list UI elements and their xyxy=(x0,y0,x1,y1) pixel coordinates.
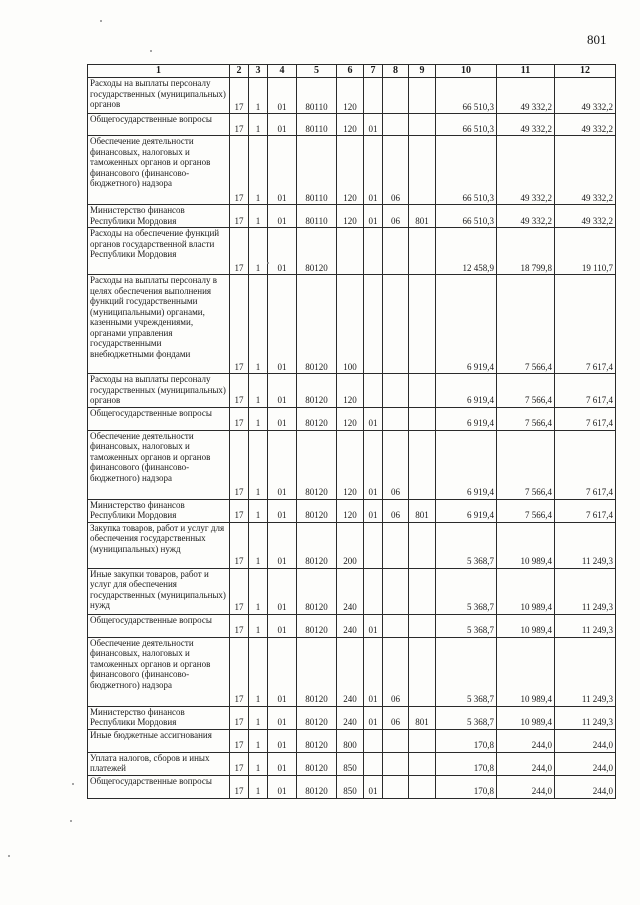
cell-c3: 1 xyxy=(249,136,268,205)
table-row xyxy=(88,775,616,798)
cell-c6: 120 xyxy=(337,114,364,136)
row-name: Закупка товаров, работ и услуг для обеспечения государственных (муниципальных) нужд xyxy=(88,522,230,568)
cell-c5: 80110 xyxy=(297,114,337,136)
cell-c10: 5 368,7 xyxy=(436,614,497,637)
cell-c2: 17 xyxy=(230,205,249,228)
column-header: 11 xyxy=(497,65,555,78)
row-name: Министерство финансов Республики Мордовия xyxy=(88,499,230,522)
scan-speck xyxy=(100,20,102,22)
cell-c8 xyxy=(383,407,409,430)
cell-c6: 120 xyxy=(337,136,364,205)
cell-c7: 01 xyxy=(364,136,383,205)
cell-c7 xyxy=(364,374,383,408)
column-header: 10 xyxy=(436,65,497,78)
cell-c11: 18 799,8 xyxy=(497,228,555,275)
row-name: Общегосударственные вопросы xyxy=(88,775,230,798)
cell-c6: 100 xyxy=(337,275,364,374)
cell-c8 xyxy=(383,522,409,568)
cell-c2: 17 xyxy=(230,637,249,706)
cell-c2: 17 xyxy=(230,568,249,614)
cell-c10: 5 368,7 xyxy=(436,706,497,729)
cell-c5: 80120 xyxy=(297,775,337,798)
cell-c4: 01 xyxy=(268,275,297,374)
cell-c7: 01 xyxy=(364,775,383,798)
cell-c6: 240 xyxy=(337,637,364,706)
cell-c8 xyxy=(383,568,409,614)
cell-c10: 66 510,3 xyxy=(436,136,497,205)
cell-c10: 12 458,9 xyxy=(436,228,497,275)
cell-c3: 1 xyxy=(249,78,268,114)
cell-c3: 1 xyxy=(249,374,268,408)
cell-c11: 49 332,2 xyxy=(497,205,555,228)
cell-c8 xyxy=(383,729,409,752)
cell-c12: 11 249,3 xyxy=(555,706,616,729)
cell-c2: 17 xyxy=(230,136,249,205)
cell-c7 xyxy=(364,78,383,114)
cell-c9: 801 xyxy=(409,706,436,729)
cell-c4: 01 xyxy=(268,706,297,729)
cell-c11: 49 332,2 xyxy=(497,78,555,114)
cell-c4: 01 xyxy=(268,637,297,706)
row-name: Обеспечение деятельности финансовых, налоговых и таможенных органов и органов финансового (финансово-бюджетного) надзора xyxy=(88,430,230,499)
cell-c10: 170,8 xyxy=(436,752,497,775)
cell-c3: 1 xyxy=(249,228,268,275)
row-name: Уплата налогов, сборов и иных платежей xyxy=(88,752,230,775)
row-name: Общегосударственные вопросы xyxy=(88,407,230,430)
cell-c6: 120 xyxy=(337,430,364,499)
cell-c12: 244,0 xyxy=(555,729,616,752)
cell-c8: 06 xyxy=(383,706,409,729)
table-row xyxy=(88,430,616,499)
table-row xyxy=(88,752,616,775)
cell-c6: 200 xyxy=(337,522,364,568)
cell-c6: 240 xyxy=(337,614,364,637)
cell-c2: 17 xyxy=(230,729,249,752)
cell-c8 xyxy=(383,614,409,637)
cell-c4: 01 xyxy=(268,729,297,752)
row-name: Министерство финансов Республики Мордовия xyxy=(88,205,230,228)
cell-c11: 7 566,4 xyxy=(497,275,555,374)
cell-c2: 17 xyxy=(230,499,249,522)
cell-c10: 6 919,4 xyxy=(436,407,497,430)
cell-c9 xyxy=(409,614,436,637)
cell-c5: 80120 xyxy=(297,499,337,522)
cell-c3: 1 xyxy=(249,407,268,430)
cell-c4: 01 xyxy=(268,78,297,114)
cell-c4: 01 xyxy=(268,522,297,568)
cell-c3: 1 xyxy=(249,706,268,729)
cell-c9 xyxy=(409,568,436,614)
cell-c7: 01 xyxy=(364,407,383,430)
cell-c5: 80110 xyxy=(297,78,337,114)
cell-c2: 17 xyxy=(230,706,249,729)
cell-c3: 1 xyxy=(249,775,268,798)
column-header: 3 xyxy=(249,65,268,78)
cell-c2: 17 xyxy=(230,374,249,408)
cell-c8 xyxy=(383,374,409,408)
cell-c7: 01 xyxy=(364,430,383,499)
cell-c10: 5 368,7 xyxy=(436,522,497,568)
cell-c2: 17 xyxy=(230,228,249,275)
cell-c8 xyxy=(383,752,409,775)
cell-c12: 11 249,3 xyxy=(555,522,616,568)
cell-c11: 7 566,4 xyxy=(497,499,555,522)
cell-c9 xyxy=(409,374,436,408)
cell-c2: 17 xyxy=(230,275,249,374)
cell-c10: 170,8 xyxy=(436,729,497,752)
cell-c8: 06 xyxy=(383,430,409,499)
cell-c12: 7 617,4 xyxy=(555,275,616,374)
cell-c5: 80120 xyxy=(297,275,337,374)
row-name: Иные бюджетные ассигнования xyxy=(88,729,230,752)
scan-speck xyxy=(70,820,72,822)
cell-c8 xyxy=(383,78,409,114)
cell-c6: 800 xyxy=(337,729,364,752)
scan-speck xyxy=(8,855,10,857)
cell-c7: 01 xyxy=(364,637,383,706)
table-row xyxy=(88,205,616,228)
cell-c9: 801 xyxy=(409,205,436,228)
cell-c11: 7 566,4 xyxy=(497,374,555,408)
cell-c2: 17 xyxy=(230,407,249,430)
cell-c3: 1 xyxy=(249,114,268,136)
cell-c9 xyxy=(409,136,436,205)
cell-c12: 7 617,4 xyxy=(555,374,616,408)
cell-c10: 66 510,3 xyxy=(436,78,497,114)
cell-c3: 1 xyxy=(249,522,268,568)
cell-c11: 244,0 xyxy=(497,729,555,752)
cell-c9 xyxy=(409,637,436,706)
cell-c4: 01 xyxy=(268,407,297,430)
column-header: 6 xyxy=(337,65,364,78)
cell-c3: 1 xyxy=(249,614,268,637)
cell-c11: 244,0 xyxy=(497,752,555,775)
cell-c8 xyxy=(383,775,409,798)
row-name: Расходы на выплаты персоналу в целях обеспечения выполнения функций государственными (муниципальными) органами, казенными учреждениями, органами управления государственными внебюджетными фондами xyxy=(88,275,230,374)
cell-c5: 80120 xyxy=(297,637,337,706)
cell-c12: 7 617,4 xyxy=(555,499,616,522)
column-header: 7 xyxy=(364,65,383,78)
cell-c12: 19 110,7 xyxy=(555,228,616,275)
cell-c12: 7 617,4 xyxy=(555,407,616,430)
cell-c11: 49 332,2 xyxy=(497,136,555,205)
cell-c6: 850 xyxy=(337,752,364,775)
cell-c2: 17 xyxy=(230,78,249,114)
cell-c11: 10 989,4 xyxy=(497,568,555,614)
table-row xyxy=(88,275,616,374)
cell-c6: 120 xyxy=(337,374,364,408)
cell-c11: 7 566,4 xyxy=(497,407,555,430)
column-header: 12 xyxy=(555,65,616,78)
cell-c3: 1 xyxy=(249,275,268,374)
cell-c8 xyxy=(383,275,409,374)
cell-c3: 1 xyxy=(249,752,268,775)
cell-c11: 10 989,4 xyxy=(497,637,555,706)
column-header: 8 xyxy=(383,65,409,78)
column-header: 2 xyxy=(230,65,249,78)
cell-c9 xyxy=(409,114,436,136)
scan-speck xyxy=(267,262,269,264)
cell-c2: 17 xyxy=(230,522,249,568)
cell-c12: 49 332,2 xyxy=(555,136,616,205)
cell-c2: 17 xyxy=(230,775,249,798)
cell-c6: 120 xyxy=(337,205,364,228)
cell-c10: 6 919,4 xyxy=(436,374,497,408)
cell-c2: 17 xyxy=(230,114,249,136)
cell-c5: 80120 xyxy=(297,614,337,637)
cell-c7 xyxy=(364,522,383,568)
scan-speck xyxy=(72,783,74,785)
cell-c3: 1 xyxy=(249,205,268,228)
cell-c5: 80120 xyxy=(297,430,337,499)
cell-c5: 80120 xyxy=(297,228,337,275)
cell-c4: 01 xyxy=(268,114,297,136)
cell-c4: 01 xyxy=(268,374,297,408)
cell-c10: 5 368,7 xyxy=(436,568,497,614)
cell-c12: 49 332,2 xyxy=(555,114,616,136)
cell-c5: 80120 xyxy=(297,568,337,614)
cell-c7 xyxy=(364,568,383,614)
cell-c12: 11 249,3 xyxy=(555,637,616,706)
table-row xyxy=(88,522,616,568)
cell-c10: 6 919,4 xyxy=(436,275,497,374)
cell-c9 xyxy=(409,430,436,499)
row-name: Расходы на выплаты персоналу государственных (муниципальных) органов xyxy=(88,374,230,408)
cell-c10: 170,8 xyxy=(436,775,497,798)
row-name: Министерство финансов Республики Мордовия xyxy=(88,706,230,729)
cell-c7 xyxy=(364,228,383,275)
cell-c12: 11 249,3 xyxy=(555,614,616,637)
cell-c10: 66 510,3 xyxy=(436,114,497,136)
table-row xyxy=(88,637,616,706)
cell-c10: 5 368,7 xyxy=(436,637,497,706)
cell-c6: 850 xyxy=(337,775,364,798)
cell-c5: 80110 xyxy=(297,136,337,205)
cell-c8: 06 xyxy=(383,205,409,228)
row-name: Иные закупки товаров, работ и услуг для обеспечения государственных (муниципальных) нужд xyxy=(88,568,230,614)
cell-c12: 244,0 xyxy=(555,775,616,798)
cell-c2: 17 xyxy=(230,614,249,637)
table-row xyxy=(88,407,616,430)
cell-c11: 244,0 xyxy=(497,775,555,798)
table-row xyxy=(88,78,616,114)
table-row xyxy=(88,729,616,752)
cell-c12: 244,0 xyxy=(555,752,616,775)
cell-c11: 49 332,2 xyxy=(497,114,555,136)
cell-c9 xyxy=(409,752,436,775)
table-row xyxy=(88,228,616,275)
cell-c7 xyxy=(364,729,383,752)
cell-c12: 49 332,2 xyxy=(555,205,616,228)
cell-c10: 6 919,4 xyxy=(436,430,497,499)
cell-c6: 120 xyxy=(337,78,364,114)
cell-c3: 1 xyxy=(249,637,268,706)
row-name: Обеспечение деятельности финансовых, налоговых и таможенных органов и органов финансового (финансово-бюджетного) надзора xyxy=(88,637,230,706)
cell-c11: 7 566,4 xyxy=(497,430,555,499)
cell-c7: 01 xyxy=(364,205,383,228)
column-header: 4 xyxy=(268,65,297,78)
cell-c9: 801 xyxy=(409,499,436,522)
cell-c6 xyxy=(337,228,364,275)
cell-c6: 240 xyxy=(337,706,364,729)
cell-c5: 80120 xyxy=(297,374,337,408)
cell-c8: 06 xyxy=(383,499,409,522)
cell-c7: 01 xyxy=(364,114,383,136)
row-name: Общегосударственные вопросы xyxy=(88,114,230,136)
table-row xyxy=(88,499,616,522)
cell-c10: 66 510,3 xyxy=(436,205,497,228)
cell-c9 xyxy=(409,275,436,374)
row-name: Обеспечение деятельности финансовых, налоговых и таможенных органов и органов финансового (финансово-бюджетного) надзора xyxy=(88,136,230,205)
budget-table xyxy=(87,64,616,799)
cell-c4: 01 xyxy=(268,228,297,275)
table-row xyxy=(88,374,616,408)
cell-c8: 06 xyxy=(383,637,409,706)
cell-c12: 7 617,4 xyxy=(555,430,616,499)
table-row xyxy=(88,706,616,729)
cell-c11: 10 989,4 xyxy=(497,522,555,568)
cell-c2: 17 xyxy=(230,752,249,775)
cell-c7: 01 xyxy=(364,614,383,637)
column-header: 5 xyxy=(297,65,337,78)
cell-c3: 1 xyxy=(249,499,268,522)
column-header: 1 xyxy=(88,65,230,78)
cell-c7 xyxy=(364,275,383,374)
table-row xyxy=(88,114,616,136)
cell-c7: 01 xyxy=(364,499,383,522)
cell-c5: 80120 xyxy=(297,706,337,729)
cell-c12: 11 249,3 xyxy=(555,568,616,614)
cell-c3: 1 xyxy=(249,568,268,614)
cell-c9 xyxy=(409,407,436,430)
cell-c4: 01 xyxy=(268,775,297,798)
cell-c9 xyxy=(409,78,436,114)
cell-c4: 01 xyxy=(268,430,297,499)
cell-c12: 49 332,2 xyxy=(555,78,616,114)
cell-c5: 80120 xyxy=(297,407,337,430)
cell-c5: 80120 xyxy=(297,752,337,775)
cell-c6: 240 xyxy=(337,568,364,614)
table-header-row xyxy=(88,65,616,78)
row-name: Расходы на выплаты персоналу государственных (муниципальных) органов xyxy=(88,78,230,114)
cell-c6: 120 xyxy=(337,499,364,522)
cell-c7: 01 xyxy=(364,706,383,729)
cell-c9 xyxy=(409,775,436,798)
cell-c8: 06 xyxy=(383,136,409,205)
cell-c9 xyxy=(409,522,436,568)
table-row xyxy=(88,136,616,205)
cell-c2: 17 xyxy=(230,430,249,499)
cell-c8 xyxy=(383,228,409,275)
table-row xyxy=(88,568,616,614)
cell-c5: 80110 xyxy=(297,205,337,228)
column-header: 9 xyxy=(409,65,436,78)
cell-c3: 1 xyxy=(249,430,268,499)
cell-c8 xyxy=(383,114,409,136)
cell-c5: 80120 xyxy=(297,729,337,752)
scan-speck xyxy=(150,50,152,52)
table-row xyxy=(88,614,616,637)
cell-c5: 80120 xyxy=(297,522,337,568)
cell-c6: 120 xyxy=(337,407,364,430)
row-name: Общегосударственные вопросы xyxy=(88,614,230,637)
cell-c4: 01 xyxy=(268,568,297,614)
cell-c11: 10 989,4 xyxy=(497,614,555,637)
cell-c9 xyxy=(409,729,436,752)
cell-c10: 6 919,4 xyxy=(436,499,497,522)
cell-c7 xyxy=(364,752,383,775)
cell-c4: 01 xyxy=(268,752,297,775)
cell-c4: 01 xyxy=(268,499,297,522)
cell-c4: 01 xyxy=(268,205,297,228)
cell-c4: 01 xyxy=(268,614,297,637)
cell-c3: 1 xyxy=(249,729,268,752)
cell-c9 xyxy=(409,228,436,275)
page-number: 801 xyxy=(587,32,607,47)
cell-c4: 01 xyxy=(268,136,297,205)
row-name: Расходы на обеспечение функций органов государственной власти Республики Мордовия xyxy=(88,228,230,275)
cell-c11: 10 989,4 xyxy=(497,706,555,729)
